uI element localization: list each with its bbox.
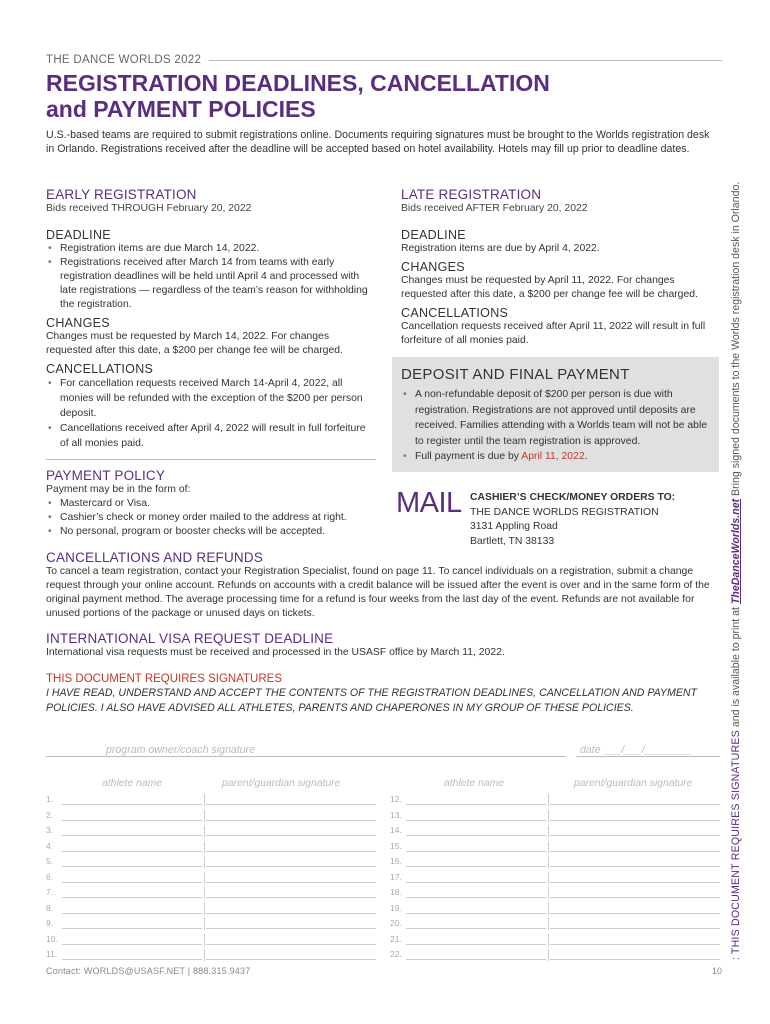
athlete-name-field[interactable] (406, 944, 546, 945)
guardian-signature-field[interactable] (550, 835, 720, 836)
footer-contact: Contact: WORLDS@USASF.NET | 888.315.9437 (46, 966, 251, 976)
roster-row (46, 903, 376, 915)
athlete-name-field[interactable] (62, 882, 202, 883)
athlete-name-field[interactable] (62, 944, 202, 945)
guardian-signature-field[interactable] (550, 928, 720, 929)
athlete-name-field[interactable] (406, 959, 546, 960)
guardian-signature-field[interactable] (550, 866, 720, 867)
column-separator (548, 918, 549, 930)
roster-row (390, 949, 720, 961)
athlete-name-field[interactable] (62, 913, 202, 914)
payment-list (46, 497, 386, 539)
mail-label: MAIL (396, 487, 462, 519)
guardian-signature-field[interactable] (550, 944, 720, 945)
roster-row (46, 949, 376, 961)
row-number: 20. (390, 918, 402, 928)
early-changes-text: Changes must be requested by March 14, 2022. For changes requested after this date, a $200 per change fee will be charged. (46, 331, 343, 356)
column-separator (548, 825, 549, 837)
payment-intro: Payment may be in the form of: (46, 484, 191, 495)
early-subtitle: Bids received THROUGH February 20, 2022 (46, 203, 252, 214)
guardian-signature-field[interactable] (550, 959, 720, 960)
signature-requirement (46, 672, 726, 716)
visa-heading: INTERNATIONAL VISA REQUEST DEADLINE (46, 631, 334, 646)
row-number: 13. (390, 809, 402, 820)
deposit-due-suffix: . (584, 451, 588, 462)
late-subtitle: Bids received AFTER February 20, 2022 (401, 203, 588, 214)
guardian-signature-field[interactable] (550, 882, 720, 883)
athlete-name-field[interactable] (62, 928, 202, 929)
row-number: 5. (46, 856, 54, 866)
visa-text: International visa requests must be received and processed in the USASF office by March 11, 2022. (46, 647, 505, 658)
column-separator (548, 903, 549, 915)
athlete-name-field[interactable] (62, 851, 202, 852)
row-number: 8. (46, 902, 54, 913)
athlete-name-field[interactable] (406, 835, 546, 836)
athlete-name-header: athlete name (102, 778, 163, 789)
athlete-name-field[interactable] (62, 897, 202, 898)
column-separator (548, 934, 549, 946)
column-separator (548, 856, 549, 868)
row-number: 17. (390, 871, 402, 882)
roster-row (390, 934, 720, 946)
column-separator (548, 887, 549, 899)
deposit-heading: DEPOSIT AND FINAL PAYMENT (401, 366, 630, 383)
guardian-signature-field[interactable] (206, 913, 376, 914)
row-number: 2. (46, 809, 54, 820)
guardian-signature-field[interactable] (206, 928, 376, 929)
sidebar-requires: THIS DOCUMENT REQUIRES SIGNATURES (730, 730, 742, 955)
late-cancel-text: Cancellation requests received after April 11, 2022 will result in full forfeiture of all monies paid. (401, 321, 706, 346)
column-separator (204, 887, 205, 899)
athlete-name-field[interactable] (406, 928, 546, 929)
late-changes-heading: CHANGES (401, 260, 465, 274)
early-changes-heading: CHANGES (46, 316, 110, 330)
intro-paragraph: U.S.-based teams are required to submit registrations online. Documents requiring signatures must be brought to the Worlds registration desk in Orlando. Registrations received after the deadline will be accepted based on hotel availability. Hotels may fill up prior to deadline dates. (46, 129, 710, 155)
early-cancel-heading: CANCELLATIONS (46, 362, 154, 376)
list-item: • Registration items are due March 14, 2022. (46, 242, 376, 256)
title-line-1: REGISTRATION DEADLINES, CANCELLATION (46, 70, 550, 96)
athlete-name-field[interactable] (406, 913, 546, 914)
roster-row (46, 934, 376, 946)
guardian-signature-field[interactable] (206, 851, 376, 852)
column-separator (204, 794, 205, 806)
late-heading: LATE REGISTRATION (401, 187, 542, 202)
column-separator (548, 810, 549, 822)
roster-row (390, 872, 720, 884)
guardian-signature-field[interactable] (206, 882, 376, 883)
column-separator (204, 903, 205, 915)
row-number: 7. (46, 887, 54, 897)
row-number: 12. (390, 794, 402, 804)
late-registration-section (401, 188, 723, 348)
row-number: 14. (390, 825, 402, 835)
sidebar-tail: Bring signed documents to the Worlds registration desk in Orlando. (730, 181, 742, 499)
list-item: • Mastercard or Visa. (46, 497, 386, 511)
late-changes-text: Changes must be requested by April 11, 2022. For changes requested after this date, a $200 per change fee will be charged. (401, 275, 698, 300)
athlete-name-field[interactable] (62, 959, 202, 960)
roster-row (46, 887, 376, 899)
roster-row (390, 810, 720, 822)
early-deadline-heading: DEADLINE (46, 228, 111, 242)
guardian-signature-field[interactable] (550, 804, 720, 805)
roster-row (46, 841, 376, 853)
guardian-signature-field[interactable] (206, 944, 376, 945)
list-item: • For cancellation requests received March 14-April 4, 2022, all monies will be refunded with the exception of the $200 per person deposit. (46, 376, 376, 421)
header-kicker (46, 54, 722, 66)
guardian-signature-field[interactable] (206, 897, 376, 898)
early-divider (46, 459, 376, 460)
list-item: • Cancellations received after April 4, 2022 will result in full forfeiture of all monies paid. (46, 421, 376, 451)
cancellations-refunds-section (46, 551, 722, 621)
deposit-box (392, 357, 719, 472)
row-number: 19. (390, 902, 402, 913)
roster-row (46, 856, 376, 868)
guardian-signature-field[interactable] (206, 959, 376, 960)
deposit-due-prefix: Full payment is due by (415, 451, 522, 462)
row-number: 22. (390, 949, 402, 959)
deposit-due-date: April 11, 2022 (521, 451, 585, 462)
late-deadline-heading: DEADLINE (401, 228, 466, 242)
roster-row (390, 841, 720, 853)
sidebar-website-link[interactable]: TheDanceWorlds.net (730, 498, 742, 605)
late-cancel-heading: CANCELLATIONS (401, 306, 509, 320)
list-item: • A non-refundable deposit of $200 per person is due with registration. Registrations are not approved until deposits are received. Families attending with a Worlds team will not be able to register until the team registration is approved. (401, 387, 710, 449)
column-separator (548, 872, 549, 884)
roster-row (390, 794, 720, 806)
roster-row (46, 918, 376, 930)
row-number: 15. (390, 840, 402, 851)
sidebar-marker: : (730, 957, 742, 960)
roster-row (46, 825, 376, 837)
column-separator (548, 794, 549, 806)
list-item: • Cashier’s check or money order mailed to the address at right. (46, 511, 386, 525)
guardian-signature-header: parent/guardian signature (574, 778, 693, 789)
row-number: 21. (390, 933, 402, 944)
mail-line-2: THE DANCE WORLDS REGISTRATION (470, 506, 659, 518)
signatures-heading: THIS DOCUMENT REQUIRES SIGNATURES (46, 673, 282, 685)
payment-heading: PAYMENT POLICY (46, 468, 166, 483)
guardian-signature-header: parent/guardian signature (222, 778, 341, 789)
page-number: 10 (712, 966, 723, 976)
row-number: 18. (390, 887, 402, 897)
page-title (46, 70, 686, 122)
early-deadline-list (46, 242, 376, 312)
early-heading: EARLY REGISTRATION (46, 187, 197, 202)
owner-signature-line[interactable] (46, 744, 566, 757)
kicker-text: THE DANCE WORLDS 2022 (46, 54, 202, 66)
title-line-2: and PAYMENT POLICIES (46, 96, 316, 122)
list-item: • No personal, program or booster checks will be accepted. (46, 525, 386, 539)
athlete-name-field[interactable] (406, 866, 546, 867)
row-number: 3. (46, 825, 54, 835)
mail-line-3: 3131 Appling Road (470, 521, 558, 532)
column-separator (548, 841, 549, 853)
column-separator (204, 856, 205, 868)
row-number: 16. (390, 856, 402, 866)
roster-row (390, 825, 720, 837)
early-registration-section (46, 188, 376, 451)
refunds-heading: CANCELLATIONS AND REFUNDS (46, 550, 264, 565)
roster-row (390, 856, 720, 868)
late-deadline-text: Registration items are due by April 4, 2022. (401, 243, 600, 254)
roster-row (46, 810, 376, 822)
kicker-rule (209, 60, 722, 61)
row-number: 11. (46, 949, 58, 959)
row-number: 1. (46, 794, 54, 804)
sidebar-middle: and is available to print at (730, 604, 742, 731)
column-separator (204, 872, 205, 884)
early-cancel-list (46, 376, 376, 451)
roster-right (390, 778, 720, 958)
guardian-signature-field[interactable] (550, 897, 720, 898)
column-separator (204, 825, 205, 837)
vertical-sidebar-note (730, 110, 742, 960)
guardian-signature-field[interactable] (550, 820, 720, 821)
row-number: 6. (46, 871, 54, 882)
refunds-text: To cancel a team registration, contact your Registration Specialist, found on page 11. To cancel individuals on a registration, submit a change request through your online account. Refunds on accounts with a credit balance will be issued after the event is over and in the same form of the original payment method. The average processing time for a refund is four weeks from the last day of the event. Refunds are not available for unused portions of the package or unused days on tickets. (46, 566, 710, 619)
row-number: 4. (46, 840, 54, 851)
column-separator (204, 918, 205, 930)
mail-line-1: CASHIER’S CHECK/MONEY ORDERS TO: (470, 492, 676, 503)
roster-left (46, 778, 376, 958)
column-separator (548, 949, 549, 961)
column-separator (204, 949, 205, 961)
deposit-list (401, 387, 710, 465)
athlete-name-field[interactable] (406, 882, 546, 883)
athlete-name-field[interactable] (406, 804, 546, 805)
date-field[interactable] (576, 744, 720, 757)
athlete-name-field[interactable] (406, 820, 546, 821)
column-separator (204, 810, 205, 822)
mail-line-4: Bartlett, TN 38133 (470, 535, 555, 547)
roster-row (46, 794, 376, 806)
mail-address (470, 491, 675, 549)
roster-row (390, 903, 720, 915)
guardian-signature-field[interactable] (206, 866, 376, 867)
athlete-name-field[interactable] (406, 851, 546, 852)
row-number: 10. (46, 933, 58, 944)
date-label: date ___/___/________ (580, 744, 692, 756)
athlete-name-header: athlete name (444, 778, 505, 789)
signatures-statement: I HAVE READ, UNDERSTAND AND ACCEPT THE CONTENTS OF THE REGISTRATION DEADLINES, CANCELLATION AND PAYMENT POLICIES. I ALSO HAVE ADVISED ALL ATHLETES, PARENTS AND CHAPERONES IN MY GROUP OF THESE POLICIES. (46, 687, 698, 714)
roster-row (390, 887, 720, 899)
payment-policy-section (46, 469, 386, 539)
guardian-signature-field[interactable] (550, 913, 720, 914)
visa-section (46, 632, 722, 660)
athlete-name-field[interactable] (406, 897, 546, 898)
column-separator (204, 934, 205, 946)
athlete-name-field[interactable] (62, 804, 202, 805)
guardian-signature-field[interactable] (206, 820, 376, 821)
roster-row (390, 918, 720, 930)
owner-signature-label: program owner/coach signature (106, 744, 255, 756)
column-separator (204, 841, 205, 853)
athlete-name-field[interactable] (62, 835, 202, 836)
athlete-name-field[interactable] (62, 866, 202, 867)
guardian-signature-field[interactable] (206, 835, 376, 836)
roster-row (46, 872, 376, 884)
athlete-name-field[interactable] (62, 820, 202, 821)
guardian-signature-field[interactable] (206, 804, 376, 805)
list-item (401, 449, 710, 465)
list-item: • Registrations received after March 14 from teams with early registration deadlines will be held until April 4 and processed with late registrations — regardless of the team’s reason for withholding the registration. (46, 256, 376, 312)
row-number: 9. (46, 918, 54, 928)
guardian-signature-field[interactable] (550, 851, 720, 852)
